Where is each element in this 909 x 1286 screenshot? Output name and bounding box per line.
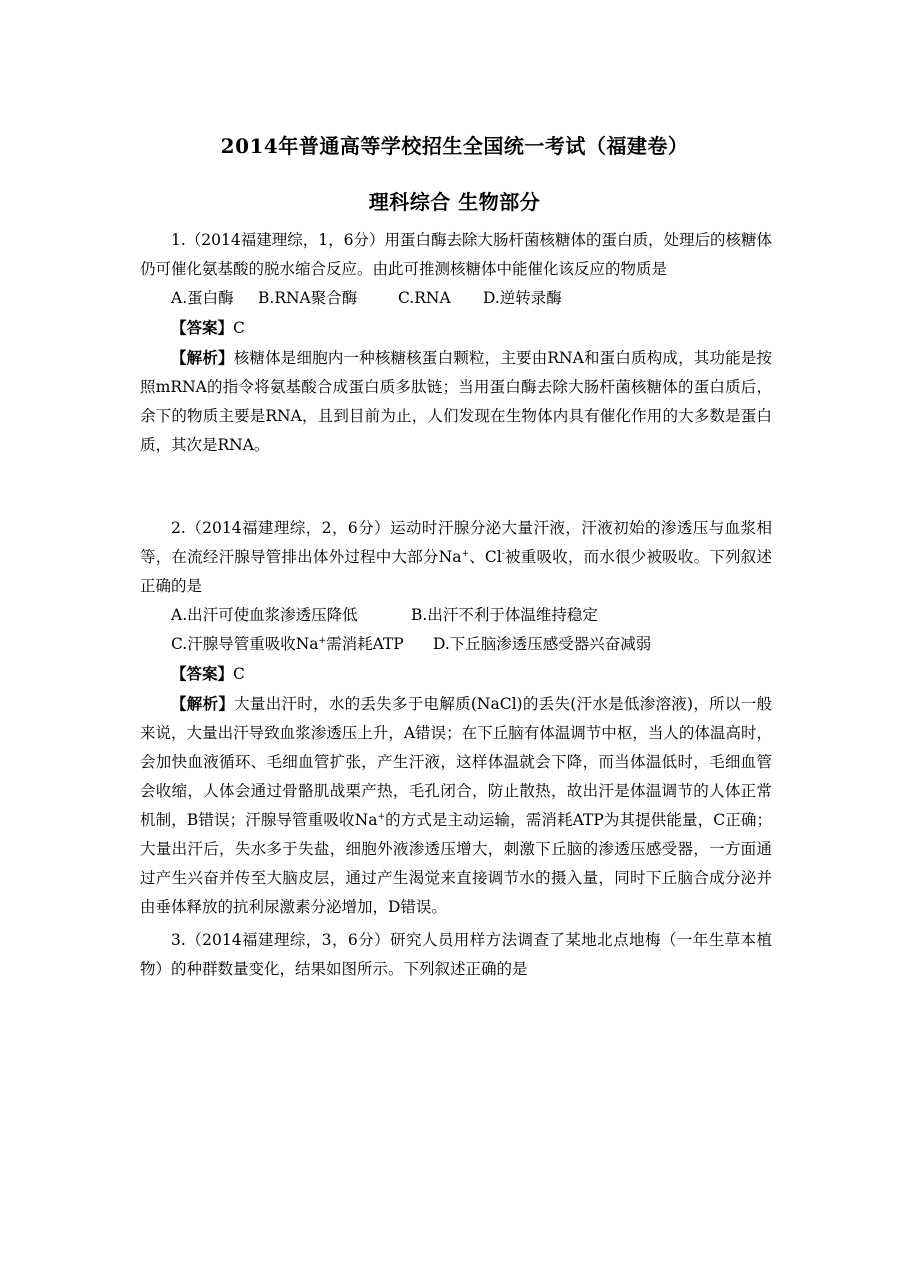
question-1-option-b: B.RNA聚合酶 bbox=[258, 289, 358, 307]
answer-value: C bbox=[233, 319, 245, 337]
question-3-stem: 3.（2014福建理综，3，6分）研究人员用样方法调查了某地北点地梅（一年生草本植物）的种群数量变化，结果如图所示。下列叙述正确的是 bbox=[140, 931, 772, 978]
analysis-text: 大量出汗时，水的丢失多于电解质(NaCl)的丢失(汗水是低渗溶液)，所以一般来说，大量出汗导致血浆渗透压上升，A错误；在下丘脑有体温调节中枢，当人的体温高时，会加快血液循环、毛细血管扩张，产生汗液，这样体温就会下降，而当体温低时，毛细血管会收缩，人体会通过骨骼肌战栗产热，毛孔闭合，防止散热，故出汗是体温调节的人体正常机制，B错误；汗腺导管重吸收Na bbox=[140, 695, 772, 829]
answer-value: C bbox=[233, 665, 245, 683]
page-subtitle: 理科综合 生物部分 bbox=[368, 190, 541, 214]
option-text: 需消耗ATP bbox=[326, 635, 404, 653]
question-1-options bbox=[140, 284, 772, 313]
question-2-option-d: D.下丘脑渗透压感受器兴奋减弱 bbox=[433, 635, 652, 653]
superscript-minus: - bbox=[501, 548, 505, 559]
question-1-stem: 1.（2014福建理综，1，6分）用蛋白酶去除大肠杆菌核糖体的蛋白质，处理后的核糖体仍可催化氨基酸的脱水缩合反应。由此可推测核糖体中能催化该反应的物质是 bbox=[140, 231, 772, 278]
analysis-text: 的方式是主动运输，需消耗ATP为其提供能量，C正确；大量出汗后，失水多于失盐，细胞外液渗透压增大，刺激下丘脑的渗透压感受器，一方面通过产生兴奋并传至大脑皮层，通过产生渴觉来直接调节水的摄入量，同时下丘脑合成分泌并由垂体释放的抗利尿激素分泌增加，D错误。 bbox=[140, 811, 772, 916]
answer-label: 【答案】 bbox=[171, 664, 234, 683]
question-2-stem-part: 被重吸收，而水很少被吸收。下列叙述正确的是 bbox=[140, 548, 772, 595]
analysis-text: 核糖体是细胞内一种核糖核蛋白颗粒，主要由RNA和蛋白质构成，其功能是按照mRNA的指令将氨基酸合成蛋白质多肽链；当用蛋白酶去除大肠杆菌核糖体的蛋白质后，余下的物质主要是RNA，且到目前为止，人们发现在生物体内具有催化作用的大多数是蛋白质，其次是RNA。 bbox=[140, 349, 772, 454]
question-2-options-row-2 bbox=[140, 630, 772, 659]
question-2-option-c bbox=[171, 630, 433, 659]
question-3 bbox=[140, 926, 772, 984]
question-1-option-a: A.蛋白酶 bbox=[171, 289, 234, 307]
analysis-label: 【解析】 bbox=[171, 694, 235, 713]
question-2-option-a: A.出汗可使血浆渗透压降低 bbox=[171, 606, 358, 624]
question-2-answer bbox=[140, 659, 772, 689]
superscript-plus: + bbox=[318, 635, 327, 646]
question-2-stem-part: 、Cl bbox=[468, 548, 502, 566]
superscript-plus: + bbox=[461, 548, 469, 559]
question-2 bbox=[140, 514, 772, 922]
question-1-analysis bbox=[140, 343, 772, 460]
question-2-options-row-1 bbox=[140, 601, 772, 630]
page-title: 2014年普通高等学校招生全国统一考试（福建卷） bbox=[220, 134, 689, 158]
question-2-analysis bbox=[140, 689, 772, 922]
question-2-option-b: B.出汗不利于体温维持稳定 bbox=[411, 606, 598, 624]
analysis-label: 【解析】 bbox=[171, 348, 234, 367]
question-2-stem bbox=[140, 514, 772, 601]
option-text: C.汗腺导管重吸收Na bbox=[171, 635, 319, 653]
question-1 bbox=[140, 226, 772, 460]
answer-label: 【答案】 bbox=[171, 318, 234, 337]
question-1-option-d: D.逆转录酶 bbox=[483, 289, 562, 307]
superscript-plus: + bbox=[377, 811, 385, 822]
question-1-option-c: C.RNA bbox=[398, 289, 451, 307]
question-2-stem-part: 2.（2014福建理综，2，6分）运动时汗腺分泌大量汗液，汗液初始的渗透压与血浆相等，在流经汗腺导管排出体外过程中大部分Na bbox=[140, 519, 772, 566]
question-1-answer bbox=[140, 313, 772, 343]
